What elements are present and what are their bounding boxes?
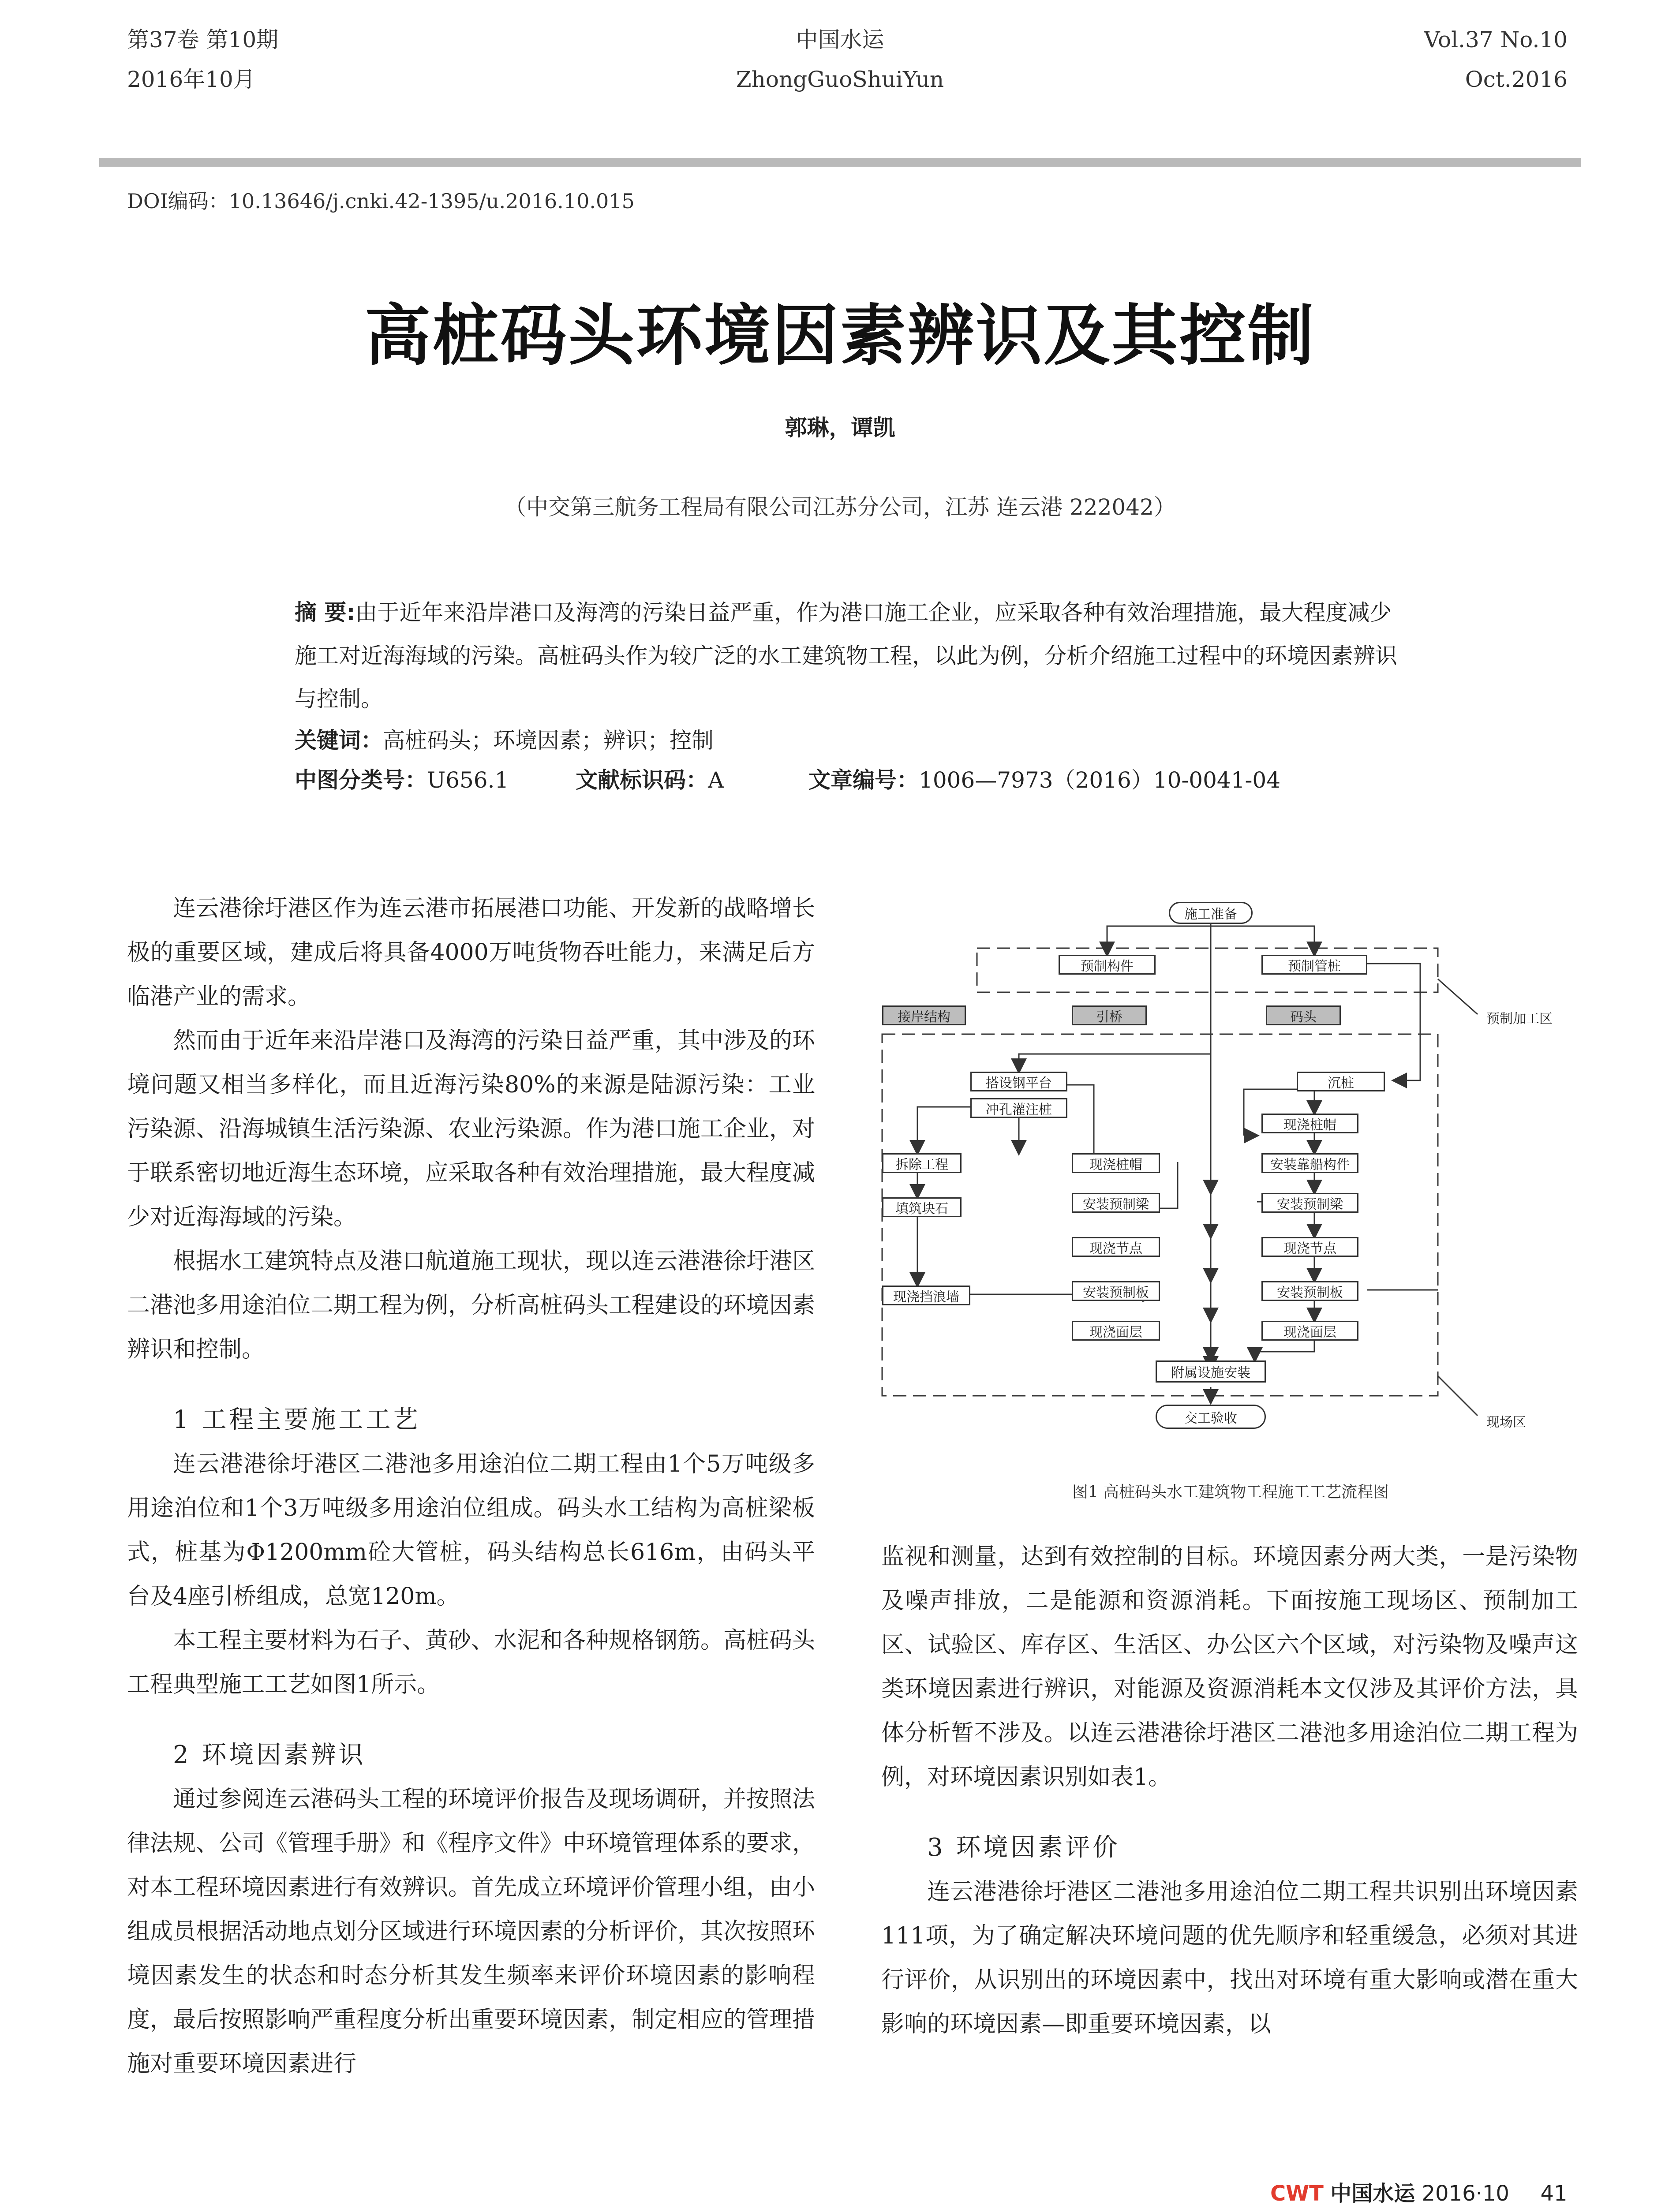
page-footer <box>1270 2176 1568 2205</box>
affiliation: （中交第三航务工程局有限公司江苏分公司，江苏 连云港 222042） <box>504 494 1176 520</box>
paragraph: 通过参阅连云港码头工程的环境评价报告及现场调研，并按照法律法规、公司《管理手册》和《程序文件》中环境管理体系的要求，对本工程环境因素进行有效辨识。首先成立环境评价管理小组，由小组成员根据活动地点划分区域进行环境因素的分析评价，其次按照环境因素发生的状态和时态分析其发生频率来评价环境因素的影响程度，最后按照影响严重程度分析出重要环境因素，制定相应的管理措施对重要环境因素进行 <box>127 1786 816 2077</box>
keywords-label: 关键词： <box>295 728 383 753</box>
classification-line <box>295 759 1441 802</box>
footer-issue: 2016·10 <box>1422 2181 1509 2205</box>
doi: DOI编码：10.13646/j.cnki.42-1395/u.2016.10.015 <box>127 189 635 213</box>
paragraph: 然而由于近年来沿岸港口及海湾的污染日益严重，其中涉及的环境问题又相当多样化，而且近海污染80%的来源是陆源污染：工业污染源、沿海城镇生活污染源、农业污染源。作为港口施工企业，对于联系密切地近海生态环境，应采取各种有效治理措施，最大程度减少对近海海域的污染。 <box>127 1028 816 1230</box>
keywords <box>295 719 1397 762</box>
flow-node: 拆除工程 <box>882 1153 962 1173</box>
page-number: 41 <box>1540 2181 1568 2205</box>
doc-code-value: A <box>708 767 724 793</box>
flow-node: 安装预制梁 <box>1261 1193 1358 1213</box>
flow-node: 引桥 <box>1072 1005 1147 1025</box>
flow-node: 安装靠船构件 <box>1261 1153 1358 1173</box>
section-heading: 2 环境因素辨识 <box>173 1741 366 1769</box>
zone-label: 预制加工区 <box>1486 1011 1553 1027</box>
flow-node: 安装预制板 <box>1261 1281 1358 1301</box>
volume-issue-cn: 第37卷 第10期 <box>127 27 279 52</box>
figure-flowchart <box>873 882 1588 1455</box>
abstract-text: 由于近年来沿岸港口及海湾的污染日益严重，作为港口施工企业，应采取各种有效治理措施，最大程度减少施工对近海海域的污染。高桩码头作为较广泛的水工建筑物工程，以此为例，分析介绍施工过程中的环境因素辨识与控制。 <box>295 600 1397 712</box>
flow-node: 沉桩 <box>1297 1072 1385 1091</box>
article-no-value: 1006—7973（2016）10-0041-04 <box>919 767 1281 793</box>
flow-node: 搭设钢平台 <box>970 1072 1067 1091</box>
article-no-label: 文章编号： <box>808 767 919 793</box>
authors: 郭琳，谭凯 <box>785 415 895 441</box>
volume-issue-en: Vol.37 No.10 <box>1424 27 1568 52</box>
abstract-label: 摘 要: <box>295 600 355 625</box>
clc-value: U656.1 <box>427 767 509 793</box>
flow-node: 接岸结构 <box>882 1005 966 1025</box>
figure-caption: 图1 高桩码头水工建筑物工程施工工艺流程图 <box>1072 1483 1389 1501</box>
paragraph: 连云港徐圩港区作为连云港市拓展港口功能、开发新的战略增长极的重要区域，建成后将具备4000万吨货物吞吐能力，来满足后方临港产业的需求。 <box>127 895 816 1010</box>
keywords-text: 高桩码头；环境因素；辨识；控制 <box>383 728 714 753</box>
paragraph: 连云港港徐圩港区二港池多用途泊位二期工程共识别出环境因素111项，为了确定解决环境问题的优先顺序和轻重缓急，必须对其进行评价，从识别出的环境因素中，找出对环境有重大影响或潜在重大影响的环境因素—即重要环境因素，以 <box>881 1879 1578 2037</box>
flow-node: 附属设施安装 <box>1156 1360 1266 1383</box>
flow-node: 冲孔灌注桩 <box>970 1098 1067 1118</box>
flow-node: 预制构件 <box>1059 955 1156 975</box>
doc-code-label: 文献标识码： <box>576 767 708 793</box>
date-cn: 2016年10月 <box>127 67 255 92</box>
flow-node: 安装预制板 <box>1072 1281 1160 1301</box>
footer-logo-cwt: CWT <box>1270 2181 1324 2205</box>
footer-journal: 中国水运 <box>1330 2181 1415 2205</box>
flow-node: 安装预制梁 <box>1072 1193 1160 1213</box>
flow-node: 现浇桩帽 <box>1072 1153 1160 1173</box>
section-heading: 3 环境因素评价 <box>927 1833 1120 1862</box>
abstract <box>295 591 1397 721</box>
journal-name-pinyin: ZhongGuoShuiYun <box>736 67 944 92</box>
right-column <box>881 1535 1578 2046</box>
flow-node: 施工准备 <box>1169 902 1253 924</box>
flow-node: 现浇节点 <box>1072 1237 1160 1257</box>
zone-label: 现场区 <box>1486 1415 1526 1430</box>
paper-title: 高桩码头环境因素辨识及其控制 <box>364 297 1316 374</box>
paragraph: 根据水工建筑特点及港口航道施工现状，现以连云港港徐圩港区二港池多用途泊位二期工程为例，分析高桩码头工程建设的环境因素辨识和控制。 <box>127 1248 816 1363</box>
flow-node: 现浇挡浪墙 <box>882 1286 970 1305</box>
paragraph: 本工程主要材料为石子、黄砂、水泥和各种规格钢筋。高桩码头工程典型施工工艺如图1所示。 <box>127 1627 816 1698</box>
header-rule <box>99 158 1581 167</box>
left-column <box>127 886 815 2086</box>
section-heading: 1 工程主要施工工艺 <box>173 1405 421 1434</box>
flow-node: 现浇面层 <box>1261 1321 1358 1341</box>
flow-node: 现浇桩帽 <box>1261 1114 1358 1133</box>
flow-node: 码头 <box>1266 1005 1341 1025</box>
paragraph: 监视和测量，达到有效控制的目标。环境因素分两大类，一是污染物及噪声排放，二是能源和资源消耗。下面按施工现场区、预制加工区、试验区、库存区、生活区、办公区六个区域，对污染物及噪声这类环境因素进行辨识，对能源及资源消耗本文仅涉及其评价方法，具体分析暂不涉及。以连云港港徐圩港区二港池多用途泊位二期工程为例，对环境因素识别如表1。 <box>881 1544 1578 1790</box>
flow-node: 现浇节点 <box>1261 1237 1358 1257</box>
date-en: Oct.2016 <box>1465 67 1568 92</box>
clc-label: 中图分类号： <box>295 767 427 793</box>
paragraph: 连云港港徐圩港区二港池多用途泊位二期工程由1个5万吨级多用途泊位和1个3万吨级多用途泊位组成。码头水工结构为高桩梁板式，桩基为Φ1200mm砼大管桩，码头结构总长616m，由码头平台及4座引桥组成，总宽120m。 <box>127 1451 815 1610</box>
flow-node: 预制管桩 <box>1261 955 1367 975</box>
flow-node: 填筑块石 <box>882 1197 962 1217</box>
journal-name-cn: 中国水运 <box>796 27 884 52</box>
flow-node: 交工验收 <box>1156 1405 1266 1429</box>
flow-node: 现浇面层 <box>1072 1321 1160 1341</box>
